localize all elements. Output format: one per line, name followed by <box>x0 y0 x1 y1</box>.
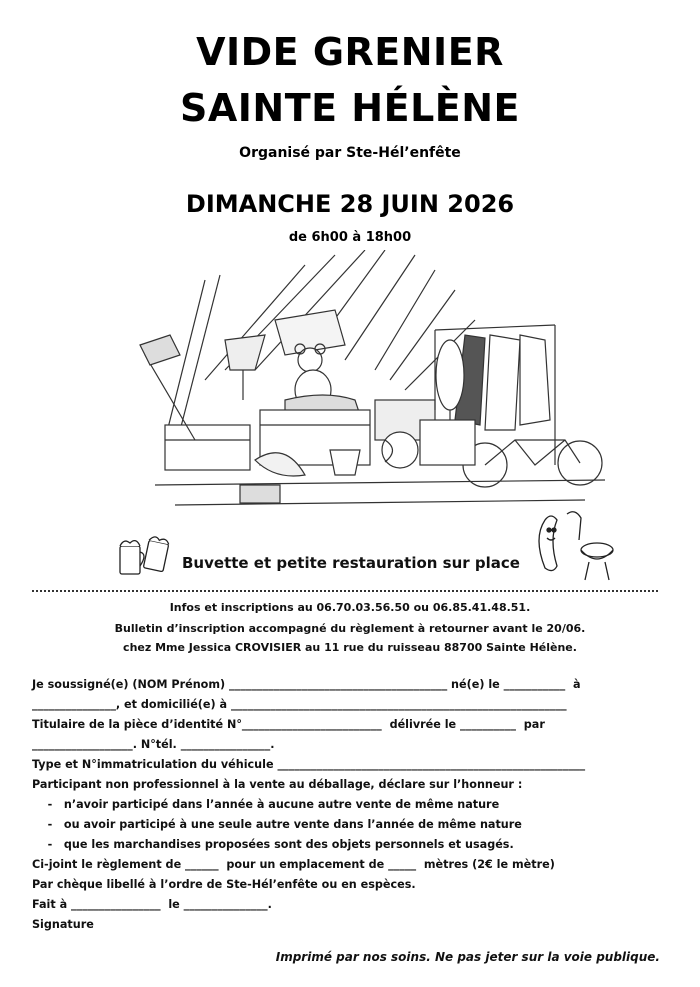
form-line-vehicle[interactable]: Type et N°immatriculation du véhicule _______________________________________________________ <box>32 758 586 771</box>
info-line-2: Bulletin d’inscription accompagné du règlement à retourner avant le 20/06. <box>114 622 586 635</box>
form-line-domicile[interactable]: _______________, et domicilié(e) à ____________________________________________________________ <box>32 698 567 711</box>
form-line-phone[interactable]: __________________. N°tél. ________________. <box>32 738 275 751</box>
organizer-text: Organisé par Ste-Hél’enfête <box>239 145 461 161</box>
form-line-bullet-1: - n’avoir participé dans l’année à aucune autre vente de même nature <box>32 798 500 811</box>
sausage-grill-icon <box>527 508 619 582</box>
buvette-text: Buvette et petite restauration sur place <box>182 554 520 572</box>
form-line-id[interactable]: Titulaire de la pièce d’identité N°_________________________ délivrée le __________ par <box>32 718 545 731</box>
form-line-declaration: Participant non professionnel à la vente au déballage, déclare sur l’honneur : <box>32 778 523 791</box>
event-date: DIMANCHE 28 JUIN 2026 <box>185 190 515 218</box>
form-line-cheque: Par chèque libellé à l’ordre de Ste-Hél’enfête ou en espèces. <box>32 878 416 891</box>
separator-dotted-line <box>32 590 658 592</box>
footer-note: Imprimé par nos soins. Ne pas jeter sur la voie publique. <box>275 950 660 964</box>
form-line-bullet-3: - que les marchandises proposées sont des objets personnels et usagés. <box>32 838 514 851</box>
form-line-payment[interactable]: Ci-joint le règlement de ______ pour un emplacement de _____ mètres (2€ le mètre) <box>32 858 555 871</box>
beer-mugs-icon <box>116 534 174 578</box>
info-line-3: chez Mme Jessica CROVISIER au 11 rue du ruisseau 88700 Sainte Hélène. <box>123 641 577 654</box>
form-line-signature: Signature <box>32 918 94 931</box>
form-line-name[interactable]: Je soussigné(e) (NOM Prénom) _______________________________________ né(e) le ___________ à <box>32 678 581 691</box>
attic-junk-illustration <box>135 250 615 525</box>
title-line-1: VIDE GRENIER <box>196 30 504 74</box>
info-line-1: Infos et inscriptions au 06.70.03.56.50 ou 06.85.41.48.51. <box>169 601 531 614</box>
title-line-2: SAINTE HÉLÈNE <box>179 86 521 130</box>
form-line-place-date[interactable]: Fait à ________________ le _______________. <box>32 898 272 911</box>
event-hours: de 6h00 à 18h00 <box>288 230 412 245</box>
form-line-bullet-2: - ou avoir participé à une seule autre vente dans l’année de même nature <box>32 818 522 831</box>
